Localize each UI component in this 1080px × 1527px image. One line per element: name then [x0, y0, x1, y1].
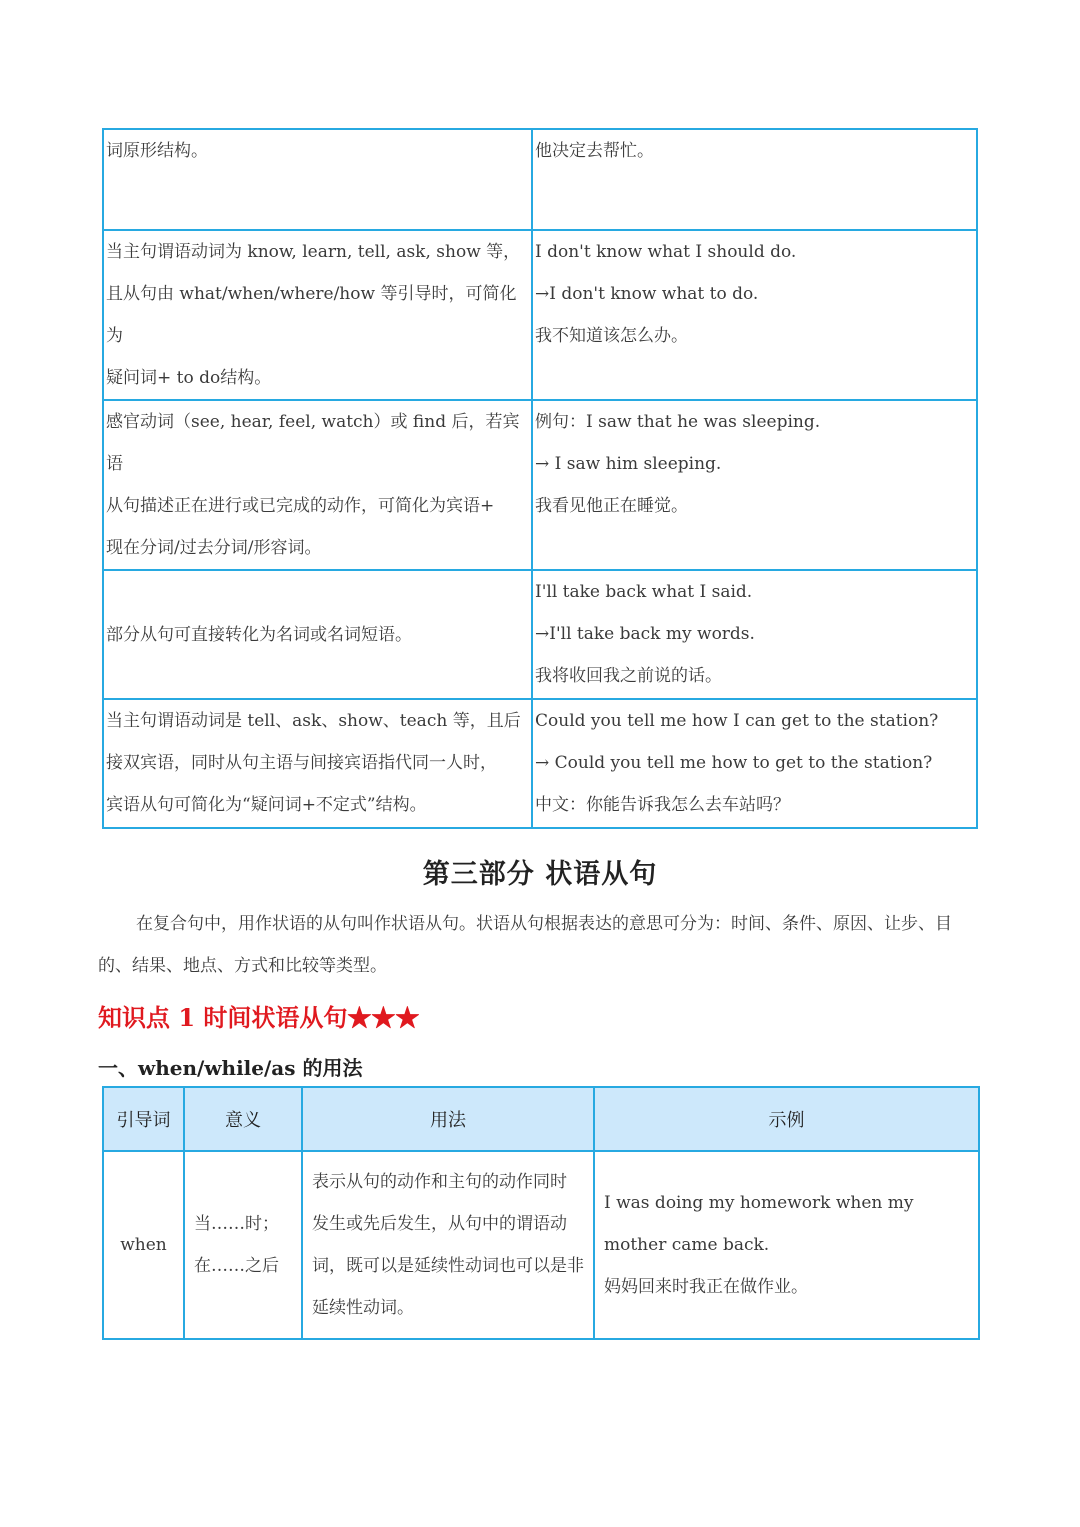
- cell-line: 从句描述正在进行或已完成的动作，可简化为宾语+: [106, 496, 495, 516]
- cell-usage: 表示从句的动作和主句的动作同时 发生或先后发生，从句中的谓语动词，既可以是延续性动词也可以是非延续性动词。: [302, 1151, 594, 1339]
- table-cell: [532, 230, 977, 400]
- cell-word: when: [103, 1151, 184, 1339]
- cell-line: 疑问词+ to do结构。: [106, 368, 272, 388]
- header-word: 引导词: [103, 1087, 184, 1151]
- table-cell: [103, 570, 532, 699]
- cell-line: →I don't know what to do.: [535, 284, 759, 304]
- header-meaning: 意义: [184, 1087, 302, 1151]
- section-title: 第三部分 状语从句: [422, 859, 658, 890]
- header-example: 示例: [594, 1087, 979, 1151]
- table-cell: [103, 230, 532, 400]
- cell-line: → Could you tell me how to get to the station?: [535, 753, 933, 773]
- cell-example: [594, 1151, 979, 1339]
- cell-meaning: [184, 1151, 302, 1339]
- cell-line: →I'll take back my words.: [535, 624, 755, 644]
- cell-line: Could you tell me how I can get to the station?: [535, 711, 939, 731]
- table-cell: [532, 400, 977, 570]
- cell-line: 我看见他正在睡觉。: [535, 496, 688, 516]
- cell-line: 现在分词/过去分词/形容词。: [106, 538, 322, 558]
- table-cell: [532, 570, 977, 699]
- meaning-line: 当……时；: [194, 1214, 279, 1234]
- cell-line: 我将收回我之前说的话。: [535, 666, 722, 686]
- cell-line: 词原形结构。: [106, 141, 208, 161]
- example-translation: 妈妈回来时我正在做作业。: [604, 1277, 808, 1297]
- meaning-line: 在……之后: [194, 1256, 279, 1276]
- cell-line: 宾语从句可简化为“疑问词+不定式”结构。: [106, 795, 427, 815]
- cell-line: 他决定去帮忙。: [535, 141, 654, 161]
- table-cell: [532, 699, 977, 828]
- cell-line: 感官动词（see, hear, feel, watch）或 find 后，若宾语: [106, 412, 520, 474]
- cell-line: 部分从句可直接转化为名词或名词短语。: [106, 624, 412, 645]
- header-usage: 用法: [302, 1087, 594, 1151]
- section-intro: 在复合句中，用作状语的从句叫作状语从句。状语从句根据表达的意思可分为：时间、条件、原因、让步、目的、结果、地点、方式和比较等类型。: [98, 914, 952, 976]
- cell-line: I don't know what I should do.: [535, 242, 797, 262]
- cell-line: 当主句谓语动词为 know, learn, tell, ask, show 等，: [106, 242, 521, 262]
- cell-line: → I saw him sleeping.: [535, 454, 722, 474]
- example-sentence: I was doing my homework when my mother came back.: [604, 1193, 914, 1255]
- table-cell: [103, 129, 532, 230]
- when-while-as-table: [102, 1086, 980, 1340]
- table-cell: [103, 699, 532, 828]
- table-cell: [103, 400, 532, 570]
- cell-line: 例句：I saw that he was sleeping.: [535, 412, 821, 432]
- cell-line: 且从句由 what/when/where/how 等引导时，可简化为: [106, 284, 517, 346]
- subheading: 一、when/while/as 的用法: [98, 1056, 363, 1080]
- clause-reduction-table: [102, 128, 978, 829]
- cell-line: 我不知道该怎么办。: [535, 326, 688, 346]
- cell-line: 中文：你能告诉我怎么去车站吗？: [535, 795, 790, 815]
- knowledge-point-title: 知识点 1 时间状语从句★★★: [98, 1003, 420, 1032]
- cell-line: 接双宾语，同时从句主语与间接宾语指代同一人时，: [106, 753, 497, 773]
- cell-line: I'll take back what I said.: [535, 582, 753, 602]
- table-cell: [532, 129, 977, 230]
- cell-line: 当主句谓语动词是 tell、ask、show、teach 等，且后: [106, 711, 521, 731]
